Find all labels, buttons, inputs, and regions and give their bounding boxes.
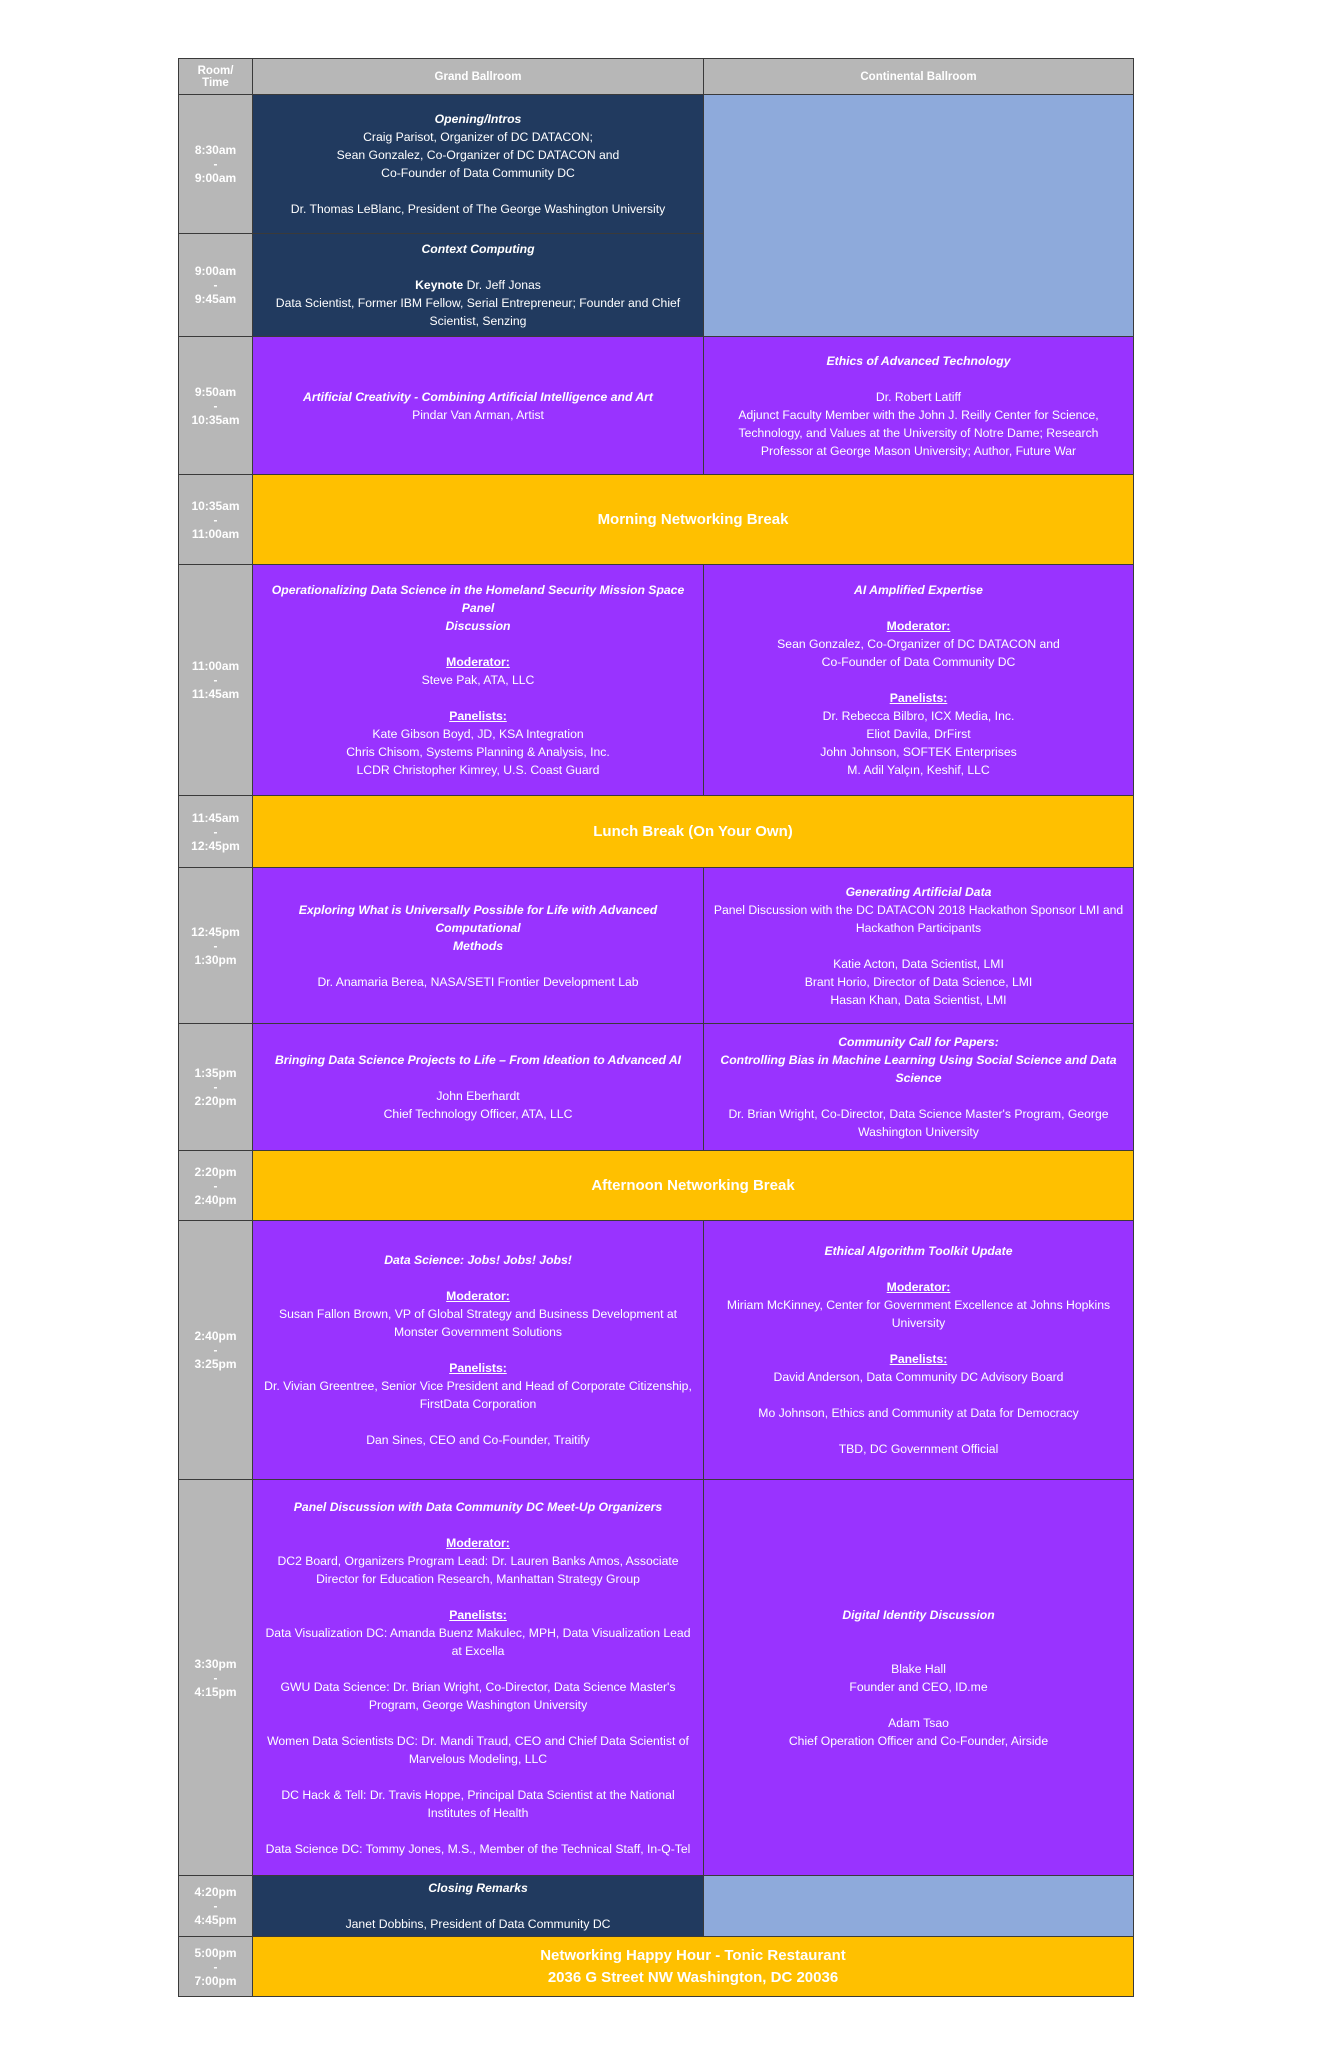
session-title: Closing Remarks [428, 1881, 528, 1895]
session-title: Opening/Intros [434, 112, 522, 126]
happy-hour: Networking Happy Hour - Tonic Restaurant 2036 G Street NW Washington, DC 20036 [253, 1937, 1134, 1997]
continental-ballroom-header: Continental Ballroom [704, 59, 1134, 95]
session-meetup-organizers: Panel Discussion with Data Community DC Meet-Up Organizers Moderator: DC2 Board, Organizers Program Lead: Dr. Lauren Banks Amos, Associate Director for Education Research, Manhattan Strategy Group Panelists: Data Visualization DC: Amanda Buenz Makulec, MPH, Data Visualization Lead at Excella GWU Data Science: Dr. Brian Wright, Co-Director, Data Science Master's Program, George Washington University Women Data Scientists DC: Dr. Mandi Traud, CEO and Chief Data Scientist of Marvelous Modeling, LLC DC Hack & Tell: Dr. Travis Hoppe, Principal Data Scientist at the National Institutes of Health Data Science DC: Tommy Jones, M.S., Member of the Technical Staff, In-Q-Tel [253, 1480, 704, 1876]
session-generating-data: Generating Artificial Data Panel Discussion with the DC DATACON 2018 Hackathon Sponsor LMI and Hackathon Participants Katie Acton, Data Scientist, LMI Brant Horio, Director of Data Science, LMI Hasan Khan, Data Scientist, LMI [704, 868, 1134, 1024]
time-slot: 4:20pm - 4:45pm [179, 1876, 253, 1937]
time-slot: 2:20pm - 2:40pm [179, 1151, 253, 1221]
time-slot: 11:00am - 11:45am [179, 565, 253, 796]
session-title: Ethics of Advanced Technology [826, 353, 1011, 368]
lunch-break: Lunch Break (On Your Own) [253, 796, 1134, 868]
time-slot: 9:00am - 9:45am [179, 234, 253, 337]
session-title: Community Call for Papers: [838, 1035, 999, 1049]
session-ai-amplified: AI Amplified Expertise Moderator: Sean Gonzalez, Co-Organizer of DC DATACON and Co-Founder of Data Community DC Panelists: Dr. Rebecca Bilbro, ICX Media, Inc. Eliot Davila, DrFirst John Johnson, SOFTEK Enterprises M. Adil Yalçın, Keshif, LLC [704, 565, 1134, 796]
session-title: Ethical Algorithm Toolkit Update [824, 1244, 1013, 1258]
time-slot: 3:30pm - 4:15pm [179, 1480, 253, 1876]
session-title: Exploring What is Universally Possible for Life with Advanced Computational [298, 902, 658, 935]
empty-slot [704, 95, 1134, 337]
time-slot: 5:00pm - 7:00pm [179, 1937, 253, 1997]
time-slot: 1:35pm - 2:20pm [179, 1024, 253, 1151]
session-artificial-creativity: Artificial Creativity - Combining Artificial Intelligence and Art Pindar Van Arman, Artist [253, 337, 704, 475]
session-title: Operationalizing Data Science in the Homeland Security Mission Space Panel [271, 583, 685, 615]
grand-ballroom-header: Grand Ballroom [253, 59, 704, 95]
session-ethics: Ethics of Advanced Technology Dr. Robert Latiff Adjunct Faculty Member with the John J. Reilly Center for Science, Technology, and Values at the University of Notre Dame; Research Professor at George Mason University; Author, Future War [704, 337, 1134, 475]
session-title: Digital Identity Discussion [842, 1607, 995, 1622]
empty-slot [704, 1876, 1134, 1937]
time-slot: 12:45pm - 1:30pm [179, 868, 253, 1024]
session-title: Artificial Creativity - Combining Artificial Intelligence and Art [303, 389, 653, 404]
session-bringing-data-science: Bringing Data Science Projects to Life – From Ideation to Advanced AI John Eberhardt Chief Technology Officer, ATA, LLC [253, 1024, 704, 1151]
session-toolkit: Ethical Algorithm Toolkit Update Moderator: Miriam McKinney, Center for Government Excellence at Johns Hopkins University Panelists: David Anderson, Data Community DC Advisory Board Mo Johnson, Ethics and Community at Data for Democracy TBD, DC Government Official [704, 1221, 1134, 1480]
time-slot: 2:40pm - 3:25pm [179, 1221, 253, 1480]
session-title: AI Amplified Expertise [854, 583, 983, 597]
schedule-table [178, 58, 1133, 1997]
session-jobs: Data Science: Jobs! Jobs! Jobs! Moderator: Susan Fallon Brown, VP of Global Strategy and Business Development at Monster Government Solutions Panelists: Dr. Vivian Greentree, Senior Vice President and Head of Corporate Citizenship, FirstData Corporation Dan Sines, CEO and Co-Founder, Traitify [253, 1221, 704, 1480]
session-digital-identity: Digital Identity Discussion Blake Hall Founder and CEO, ID.me Adam Tsao Chief Operation Officer and Co-Founder, Airside [704, 1480, 1134, 1876]
session-community-call: Community Call for Papers: Controlling Bias in Machine Learning Using Social Science and Data Science Dr. Brian Wright, Co-Director, Data Science Master's Program, George Washington University [704, 1024, 1134, 1151]
session-title: Bringing Data Science Projects to Life – From Ideation to Advanced AI [274, 1053, 682, 1067]
session-title: Context Computing [421, 242, 535, 256]
afternoon-break: Afternoon Networking Break [253, 1151, 1134, 1221]
time-slot: 8:30am - 9:00am [179, 95, 253, 234]
session-title: Panel Discussion with Data Community DC Meet-Up Organizers [293, 1499, 663, 1514]
time-slot: 11:45am - 12:45pm [179, 796, 253, 868]
morning-break: Morning Networking Break [253, 475, 1134, 565]
session-homeland-security: Operationalizing Data Science in the Homeland Security Mission Space Panel Discussion Moderator: Steve Pak, ATA, LLC Panelists: Kate Gibson Boyd, JD, KSA Integration Chris Chisom, Systems Planning & Analysis, Inc. LCDR Christopher Kimrey, U.S. Coast Guard [253, 565, 704, 796]
session-closing: Closing Remarks Janet Dobbins, President of Data Community DC [253, 1876, 704, 1937]
time-slot: 9:50am - 10:35am [179, 337, 253, 475]
session-context-computing: Context Computing Keynote Dr. Jeff Jonas Data Scientist, Former IBM Fellow, Serial Entrepreneur; Founder and Chief Scientist, Senzing [253, 234, 704, 337]
session-universally-possible: Exploring What is Universally Possible for Life with Advanced Computational Methods Dr. Anamaria Berea, NASA/SETI Frontier Development Lab [253, 868, 704, 1024]
session-title: Data Science: Jobs! Jobs! Jobs! [384, 1253, 572, 1267]
room-time-header: Room/ Time [179, 59, 253, 95]
session-opening: Opening/Intros Craig Parisot, Organizer of DC DATACON; Sean Gonzalez, Co-Organizer of DC DATACON and Co-Founder of Data Community DC Dr. Thomas LeBlanc, President of The George Washington University [253, 95, 704, 234]
session-title: Generating Artificial Data [845, 884, 992, 899]
time-slot: 10:35am - 11:00am [179, 475, 253, 565]
